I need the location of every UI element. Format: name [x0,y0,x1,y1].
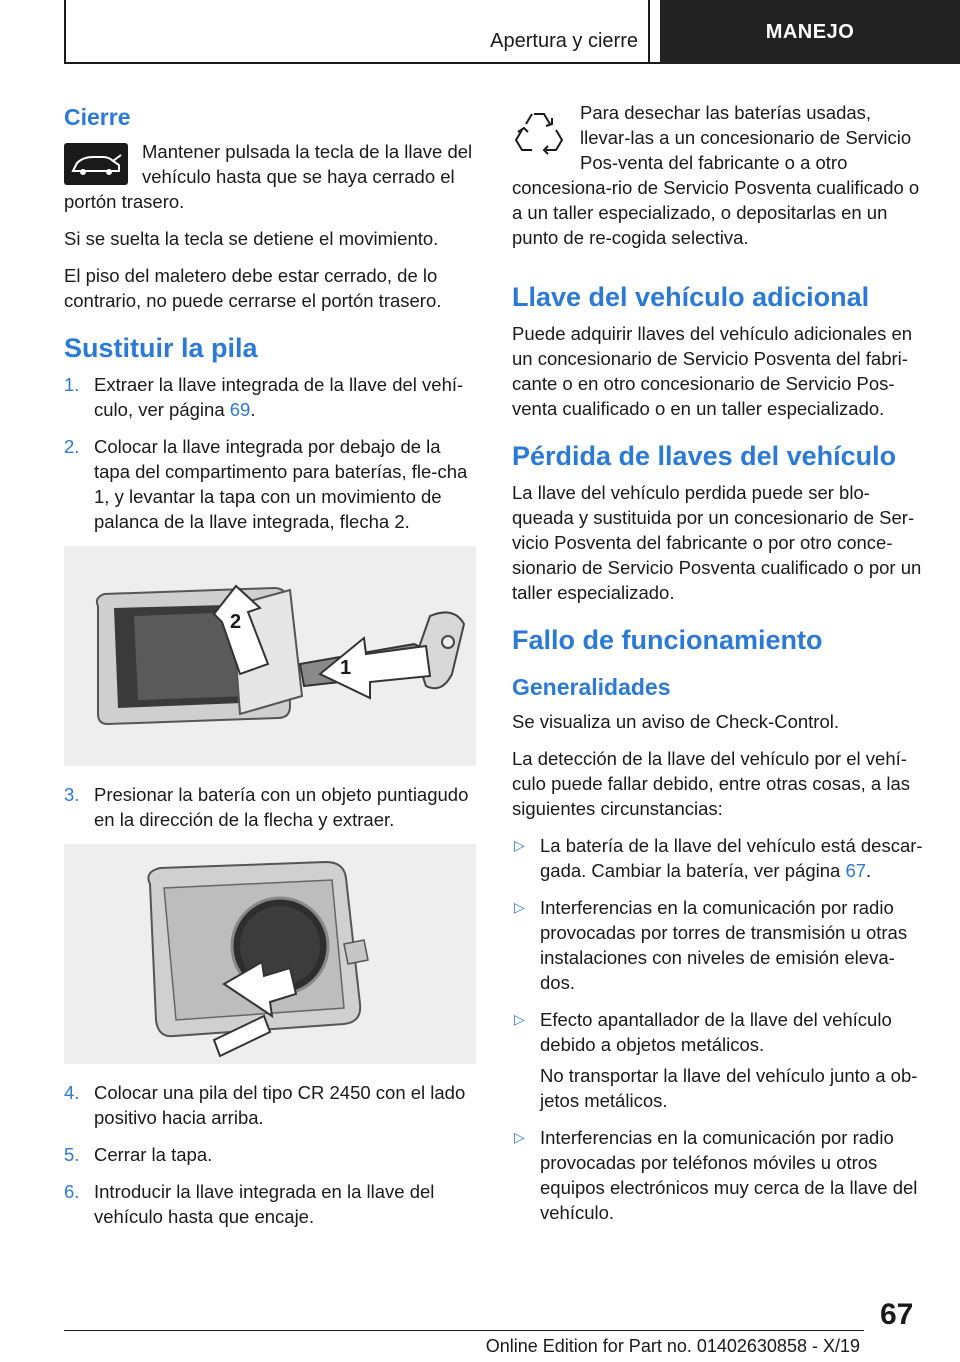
bullet-text: La batería de la llave del vehículo está descar‐gada. Cambiar la batería, ver página [540,835,923,881]
header-rule-bottom [64,62,660,64]
step-text: Presionar la batería con un objeto puntiagudo en la dirección de la flecha y extraer. [94,784,469,830]
cierre-paragraph-3: El piso del maletero debe estar cerrado, de lo contrario, no puede cerrarse el portón trasero. [64,265,442,311]
llave-adicional-heading: Llave del vehículo adicional [512,282,870,312]
step-number: 5. [64,1144,80,1165]
list-item [512,1125,926,1225]
bullet-text: Interferencias en la comunicación por radio provocadas por torres de transmisión u otras instalaciones con niveles de emisión eleva‐dos. [540,897,908,993]
list-item [64,1080,476,1130]
list-item [512,895,926,995]
fallo-funcionamiento-heading: Fallo de funcionamiento [512,625,823,655]
step-number: 1. [64,374,80,395]
bullet-text-end: . [866,860,872,881]
step-number: 4. [64,1082,80,1103]
right-column [512,100,926,1237]
page-number: 67 [880,1298,914,1331]
bullet-text: Efecto apantallador de la llave del vehículo debido a objetos metálicos. [540,1009,892,1055]
cierre-paragraph-2: Si se suelta la tecla se detiene el movimiento. [64,228,439,249]
step-text-end: . [250,399,256,420]
left-column [64,100,476,1241]
perdida-llaves-paragraph: La llave del vehículo perdida puede ser blo‐queada y sustituida por un concesionario de Ser‐vicio Posventa del fabricante o por otro conce‐sionario de Servicio Posventa cualificado o por un taller especializado. [512,482,922,603]
list-item [64,372,476,422]
step-text: Extraer la llave integrada de la llave del vehí‐culo, ver página [94,374,464,420]
malfunction-causes-list [512,833,926,1225]
recycle-icon [512,108,566,163]
figure-label-1: 1 [340,657,352,679]
bullet-triangle-icon: ▷ [514,899,525,915]
footer-edition-text: Online Edition for Part no. 01402630858 - X/19 [485,1336,860,1356]
step-text: Colocar una pila del tipo CR 2450 con el lado positivo hacia arriba. [94,1082,466,1128]
battery-steps-list-a [64,372,476,534]
step-number: 3. [64,784,80,805]
step-text: Introducir la llave integrada en la llave del vehículo hasta que encaje. [94,1181,435,1227]
bullet-text: Interferencias en la comunicación por radio provocadas por teléfonos móviles u otros equipos electrónicos muy cerca de la llave del vehículo. [540,1127,918,1223]
list-item [512,1007,926,1113]
header-section-title: Apertura y cierre [490,30,638,52]
chapter-label: MANEJO [765,20,855,43]
perdida-llaves-heading: Pérdida de llaves del vehículo [512,441,897,471]
header-rule-mid [648,0,650,64]
list-item [512,833,926,883]
list-item [64,1179,476,1229]
figure-label-2: 2 [230,611,242,633]
generalidades-paragraph-2: La detección de la llave del vehículo por el vehí‐culo puede fallar debido, entre otras cosas, a las siguientes circunstancias: [512,748,910,819]
step-number: 6. [64,1181,80,1202]
cierre-heading: Cierre [64,104,131,130]
cierre-paragraph-1: Mantener pulsada la tecla de la llave del vehículo hasta que se haya cerrado el portón trasero. [64,141,473,212]
battery-removal-illustration [64,844,476,1064]
bullet-triangle-icon: ▷ [514,1129,525,1145]
list-item [64,1142,476,1167]
battery-steps-list-c [64,1080,476,1229]
bullet-subparagraph: No transportar la llave del vehículo junto a ob‐jetos metálicos. [540,1065,918,1111]
car-trunk-key-icon [64,143,128,185]
key-battery-cover-illustration [64,546,476,766]
llave-adicional-paragraph: Puede adquirir llaves del vehículo adicionales en un concesionario de Servicio Posventa del fabri‐cante o en otro concesionario de Servicio Pos‐venta cualificado o en un taller especializado. [512,323,913,419]
recycle-paragraph: Para desechar las baterías usadas, llevar‐las a un concesionario de Servicio Pos‐venta del fabricante o a otro concesiona‐rio de Servicio Posventa cualificado o a un taller especializado, o depositarlas en un punto de re‐cogida selectiva. [512,102,920,248]
sustituir-pila-heading: Sustituir la pila [64,333,258,363]
header-chapter-tab [660,0,960,64]
page-link-69[interactable]: 69 [229,399,251,420]
footer-rule [64,1330,864,1331]
bullet-triangle-icon: ▷ [514,837,525,853]
step-text: Cerrar la tapa. [94,1144,213,1165]
list-item [64,782,476,832]
generalidades-heading: Generalidades [512,674,671,700]
bullet-triangle-icon: ▷ [514,1011,525,1027]
step-number: 2. [64,436,80,457]
page-link-67[interactable]: 67 [845,860,867,881]
header-rule-left [64,0,66,64]
list-item [64,434,476,534]
generalidades-paragraph-1: Se visualiza un aviso de Check-Control. [512,711,839,732]
battery-steps-list-b [64,782,476,832]
step-text: Colocar la llave integrada por debajo de la tapa del compartimento para baterías, fle‐cha 1, y levantar la tapa con un movimiento de palanca de la llave integrada, flecha 2. [94,436,468,532]
